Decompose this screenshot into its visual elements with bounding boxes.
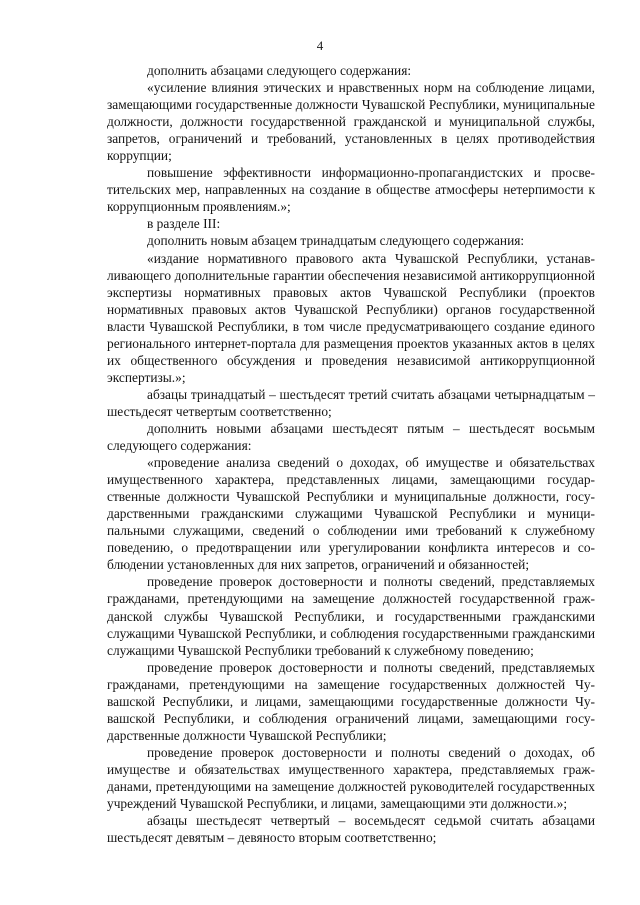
paragraph: в разделе III: — [147, 216, 221, 232]
paragraph: дополнить новыми абзацами шестьдесят пятым – шестьдесят восьмым следующего содержания: — [107, 420, 595, 454]
paragraph: повышение эффективности информационно-пропагандистских и просветительских мер, направленных на создание в обществе атмосферы нетерпимости к коррупционным проявлениям.»; — [107, 165, 595, 215]
paragraph: абзацы шестьдесят четвертый – восемьдесят седьмой считать абзацами шестьдесят девятым – девяносто вторым соответственно; — [107, 813, 595, 846]
paragraph: проведение проверок достоверности и полноты сведений, представляемых гражданами, претендующими на замещение государственных должностей Чувашской Республики, и лицами, замещающими государственные должности Чувашской Республики, и соблюдения ограничений лицами, замещающими государственные должности Чувашской Республики; — [107, 659, 595, 743]
paragraph: дополнить новым абзацем тринадцатым следующего содержания: — [147, 233, 525, 249]
document-body — [107, 62, 595, 846]
paragraph: абзацы тринадцатый – шестьдесят третий считать абзацами четырнадцатым – шестьдесят четвертым соответственно; — [107, 386, 595, 419]
paragraph: проведение проверок достоверности и полноты сведений, представляемых гражданами, претендующими на замещение должностей государственной гражданской службы Чувашской Республики, и государственными гражданскими служащими Чувашской Республики, и соблюдения государственными гражданскими служащими Чувашской Республики требований к служебному поведению; — [107, 574, 595, 658]
paragraph: «проведение анализа сведений о доходах, об имуществе и обязательствах имущественного характера, представленных лицами, замещающими государственные должности Чувашской Республики и муниципальные должности, государственными гражданскими служащими Чувашской Республики и муниципальными служащими, сведений о соблюдении ими требований к служебному поведению, о предотвращении или урегулировании конфликта интересов и соблюдении установленных для них запретов, ограничений и обязанностей; — [107, 455, 595, 573]
page-number: 4 — [316, 38, 324, 53]
paragraph: «усиление влияния этических и нравственных норм на соблюдение лицами, замещающими государственные должности Чувашской Республики, муниципальные должности, должности государственной гражданской и муниципальной службы, запретов, ограничений и требований, установленных в целях противодействия коррупции; — [107, 80, 595, 164]
paragraph: дополнить абзацами следующего содержания: — [147, 63, 412, 78]
paragraph: проведение проверок достоверности и полноты сведений о доходах, об имуществе и обязательствах имущественного характера, представляемых гражданами, претендующими на замещение должностей руководителей государственных учреждений Чувашской Республики, и лицами, замещающими эти должности.»; — [107, 744, 595, 812]
paragraph: «издание нормативного правового акта Чувашской Республики, устанавливающего дополнительные гарантии обеспечения независимой антикоррупционной экспертизы нормативных правовых актов Чувашской Республики (проектов нормативных правовых актов Чувашской Республики) органов государственной власти Чувашской Республики, в том числе предусматривающего создание единого регионального интернет-портала для размещения проектов указанных актов в целях их общественного обсуждения и проведения независимой антикоррупционной экспертизы.»; — [107, 250, 595, 385]
